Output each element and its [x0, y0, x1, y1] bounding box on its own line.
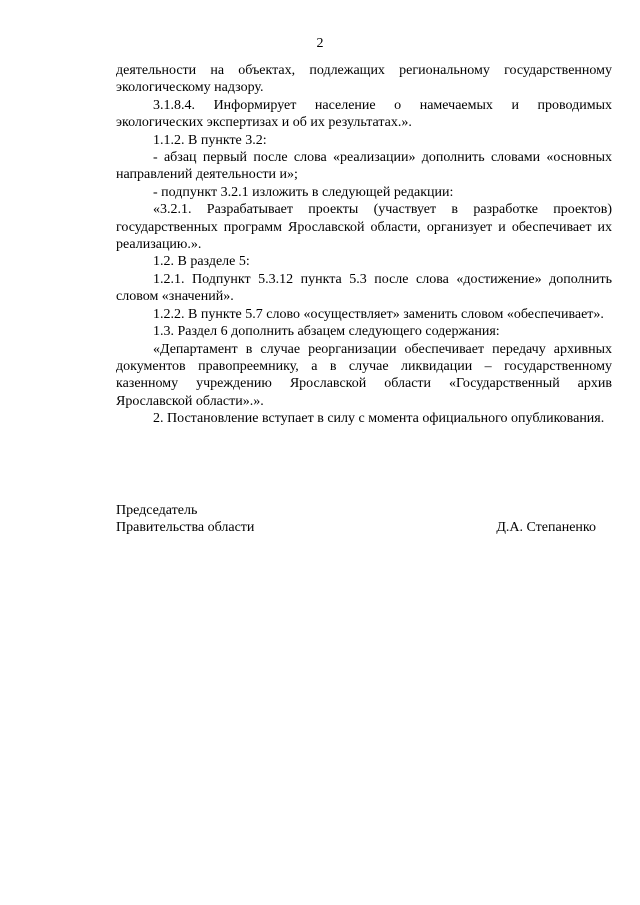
signatory-name: Д.А. Степаненко — [496, 520, 596, 536]
signature-line — [116, 519, 596, 536]
paragraph: 1.2.1. Подпункт 5.3.12 пункта 5.3 после слова «достижение» дополнить словом «значений». — [116, 271, 612, 305]
paragraph: 1.3. Раздел 6 дополнить абзацем следующего содержания: — [153, 324, 500, 340]
paragraph: 1.2. В разделе 5: — [153, 254, 250, 270]
page-number: 2 — [316, 36, 324, 51]
paragraph: «Департамент в случае реорганизации обеспечивает передачу архивных документов правопреемнику, а в случае ликвидации – государственному казенному учреждению Ярославской области «Государственный архив Ярославской области».». — [116, 341, 612, 409]
paragraph: 2. Постановление вступает в силу с момента официального опубликования. — [153, 411, 605, 427]
paragraph: «3.2.1. Разрабатывает проекты (участвует в разработке проектов) государственных программ Ярославской области, организует и обеспечивает их реализацию.». — [116, 202, 612, 253]
signatory-title-line2: Правительства области — [116, 520, 255, 536]
paragraph: деятельности на объектах, подлежащих региональному государственному экологическому надзору. — [116, 63, 612, 96]
paragraph: - абзац первый после слова «реализации» дополнить словами «основных направлений деятельности и»; — [116, 150, 612, 183]
paragraph: 1.2.2. В пункте 5.7 слово «осуществляет» заменить словом «обеспечивает». — [153, 306, 604, 322]
paragraph: - подпункт 3.2.1 изложить в следующей редакции: — [153, 184, 454, 200]
paragraph: 1.1.2. В пункте 3.2: — [153, 132, 267, 148]
document-body — [116, 62, 612, 428]
signature-block — [116, 502, 596, 537]
signatory-title-line1: Председатель — [116, 503, 198, 518]
paragraph: 3.1.8.4. Информирует население о намечаемых и проводимых экологических экспертизах и об их результатах.». — [116, 97, 612, 131]
